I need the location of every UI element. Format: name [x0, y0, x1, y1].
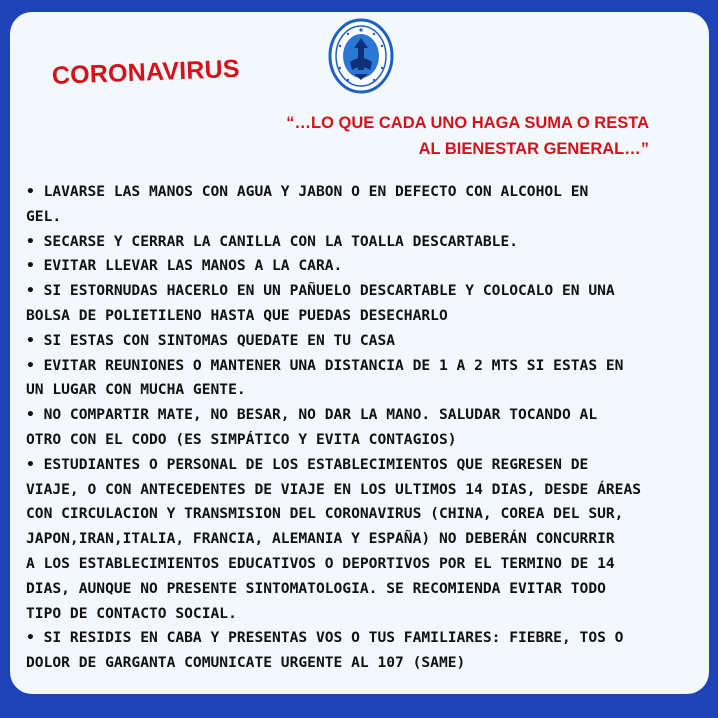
list-item: • EVITAR REUNIONES O MANTENER UNA DISTANCIA DE 1 A 2 MTS SI ESTAS EN UN LUGAR CON MUCHA GENTE. [26, 356, 624, 399]
motto-quote-line-1: “…LO QUE CADA UNO HAGA SUMA O RESTA [286, 114, 649, 132]
list-item: • SI RESIDIS EN CABA Y PRESENTAS VOS O TUS FAMILIARES: FIEBRE, TOS O DOLOR DE GARGANTA COMUNICATE URGENTE AL 107 (SAME) [26, 629, 624, 672]
motto-quote-line-2: AL BIENESTAR GENERAL…” [418, 140, 649, 158]
list-item: • SECARSE Y CERRAR LA CANILLA CON LA TOALLA DESCARTABLE. [26, 232, 519, 250]
list-item: • ESTUDIANTES O PERSONAL DE LOS ESTABLECIMIENTOS QUE REGRESEN DE VIAJE, O CON ANTECEDENTES DE VIAJE EN LOS ULTIMOS 14 DIAS, DESDE ÁREAS CON CIRCULACION Y TRANSMISION DEL CORONAVIRUS (CHINA, COREA DEL SUR, JAPON,IRAN,ITALIA, FRANCIA, ALEMANIA Y ESPAÑA) NO DEBERÁN CONCURRIR A LOS ESTABLECIMIENTOS EDUCATIVOS O DEPORTIVOS POR EL TERMINO DE 14 DIAS, AUNQUE NO PRESENTE SINTOMATOLOGIA. SE RECOMIENDA EVITAR TODO TIPO DE CONTACTO SOCIAL. [26, 455, 642, 622]
school-crest-emblem-icon [328, 18, 394, 94]
list-item: • SI ESTORNUDAS HACERLO EN UN PAÑUELO DESCARTABLE Y COLOCALO EN UNA BOLSA DE POLIETILENO HASTA QUE PUEDAS DESECHARLO [26, 282, 615, 324]
list-item: • NO COMPARTIR MATE, NO BESAR, NO DAR LA MANO. SALUDAR TOCANDO AL OTRO CON EL CODO (ES SIMPÁTICO Y EVITA CONTAGIOS) [26, 406, 598, 448]
recommendations-list [26, 180, 706, 676]
motto-quote [286, 110, 649, 162]
list-item: • LAVARSE LAS MANOS CON AGUA Y JABON O EN DEFECTO CON ALCOHOL EN GEL. [26, 183, 589, 225]
notice-panel [10, 12, 709, 694]
list-item: • EVITAR LLEVAR LAS MANOS A LA CARA. [26, 257, 343, 275]
list-item: • SI ESTAS CON SINTOMAS QUEDATE EN TU CASA [26, 331, 396, 349]
page-title: CORONAVIRUS [51, 54, 241, 90]
